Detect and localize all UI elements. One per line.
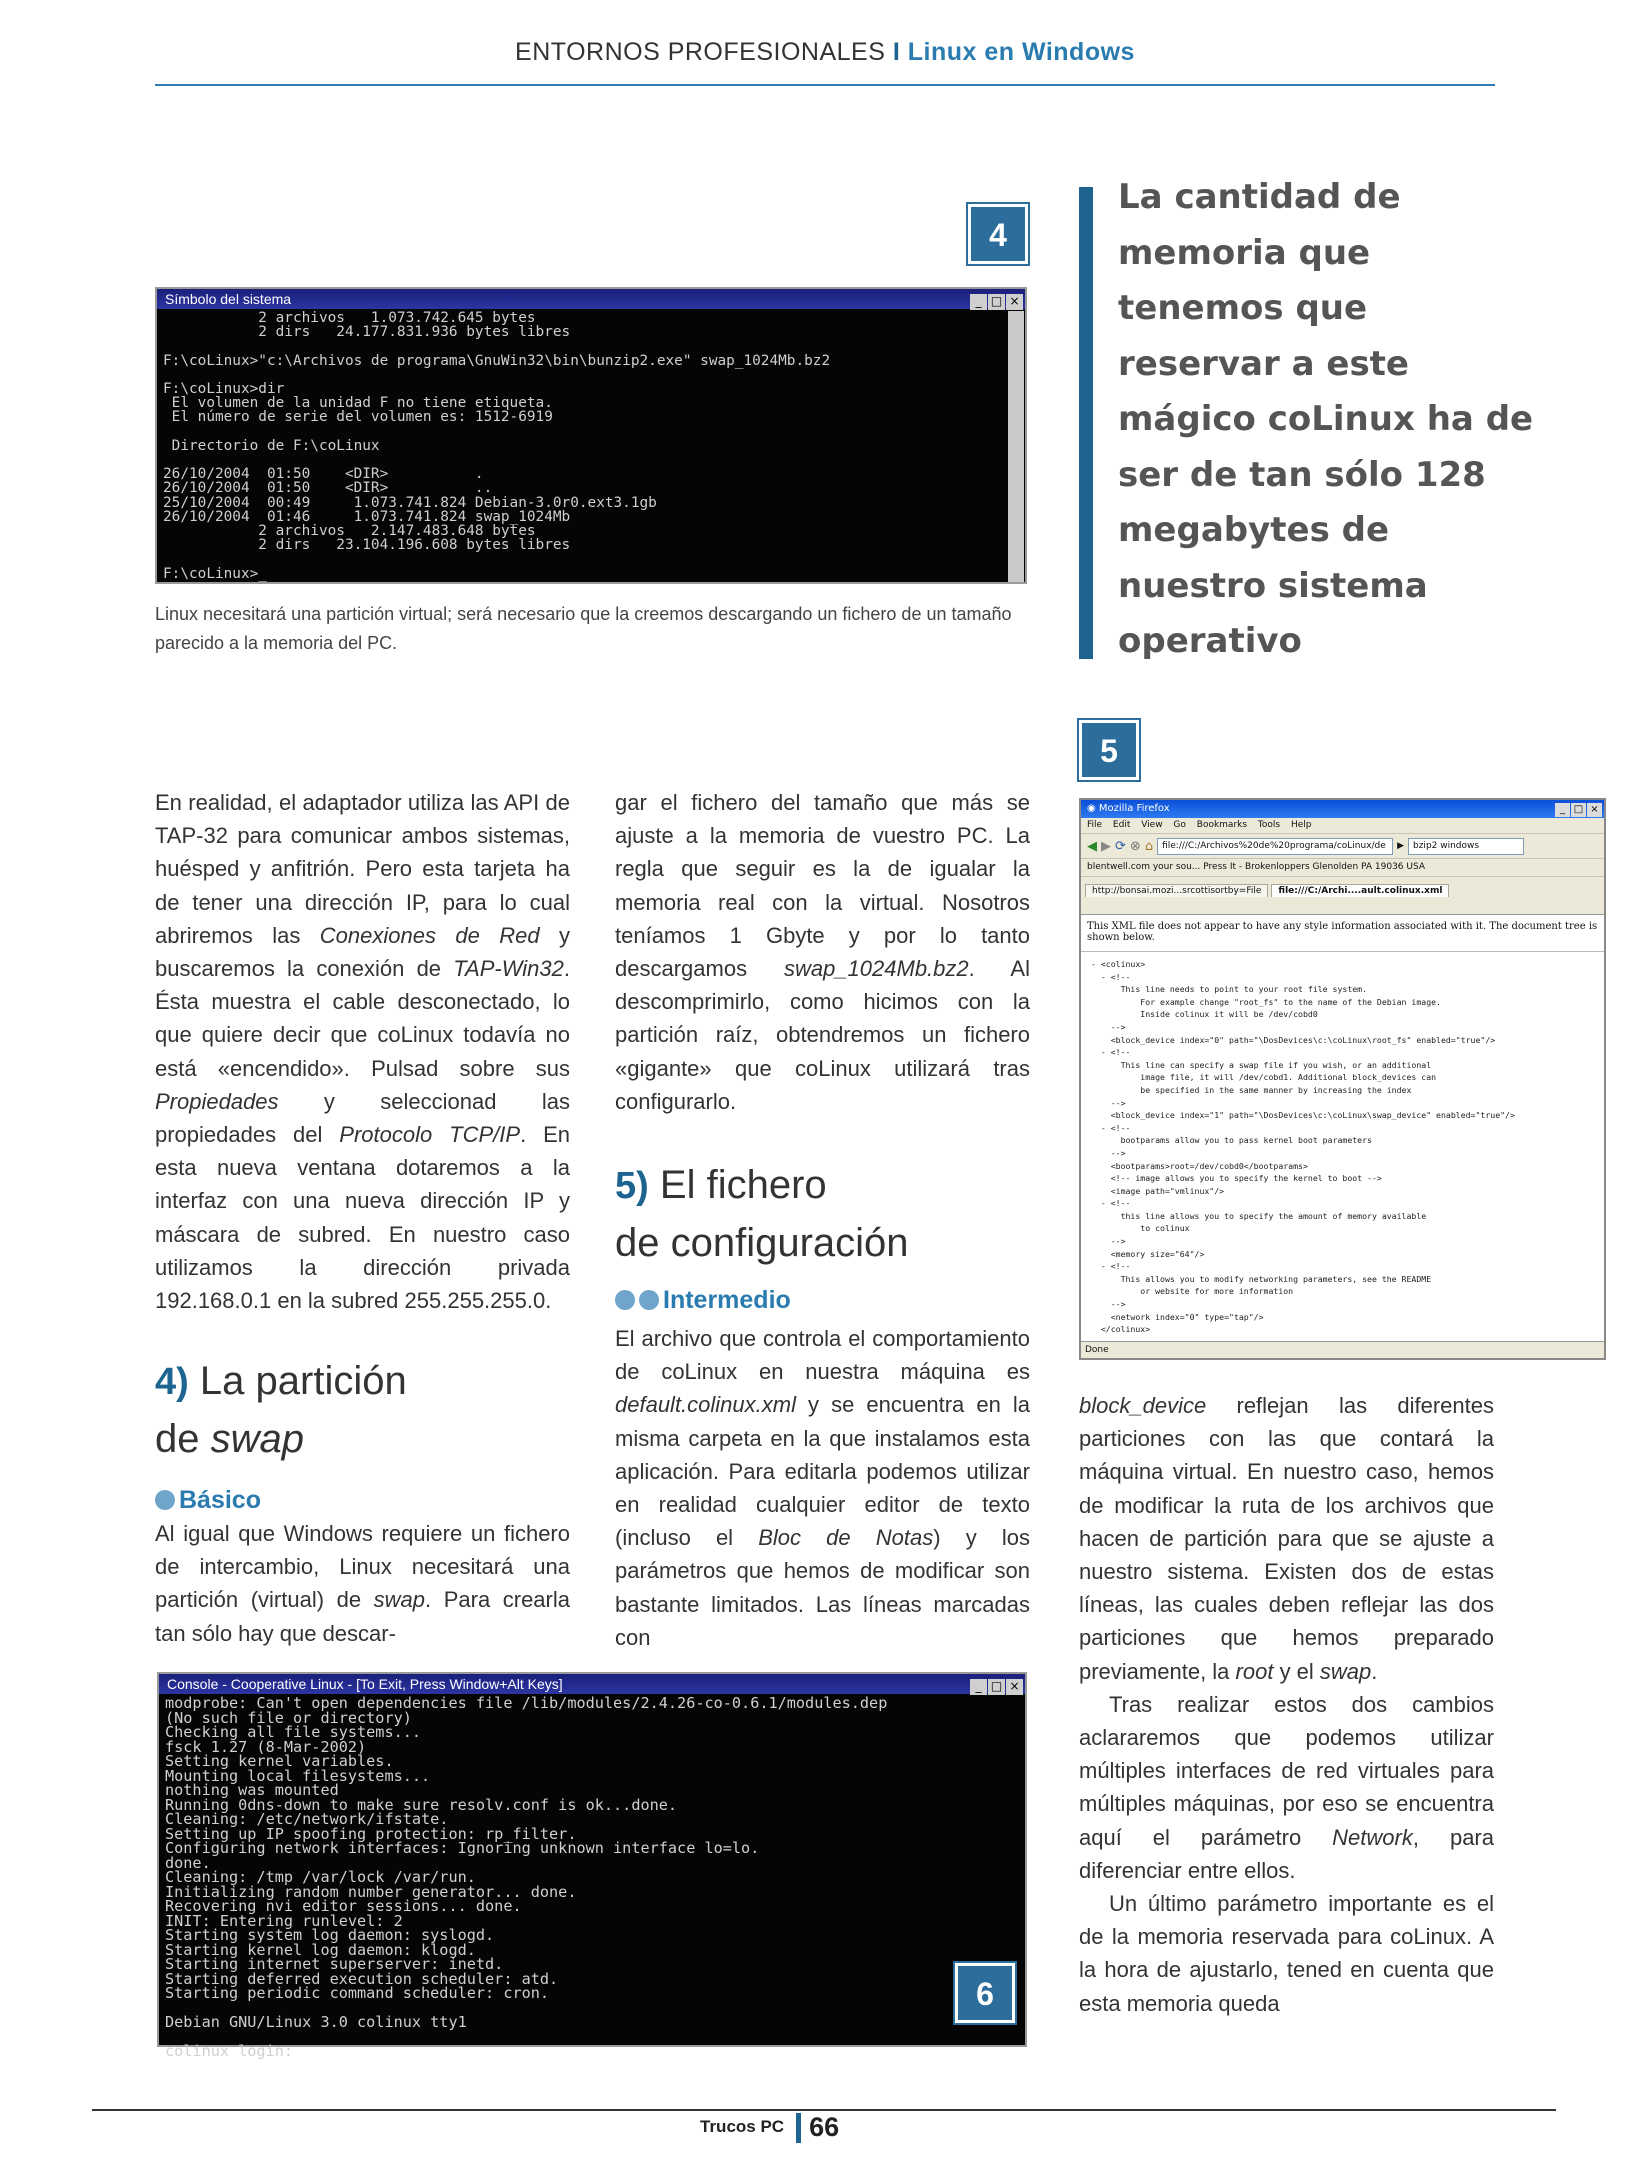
bookmarks-bar: blentwell.com your sou... Press It - Brokenloppers Glenolden PA 19036 USA (1081, 858, 1604, 876)
text: reflejan las diferentes particiones con las que contará la máquina virtual. En nuestro caso, hemos de modificar la ruta de los archivos que hacen de partición para que se ajuste a nuestro sistema. Existen dos de estas líneas, las cuales deben reflejar las dos particiones que hemos preparado previamente, la (1079, 1393, 1494, 1684)
text-italic: TAP-Win32 (453, 956, 564, 982)
minimize-icon: _ (970, 294, 987, 310)
window-title: Console - Cooperative Linux - [To Exit, Press Window+Alt Keys] (167, 1676, 563, 1692)
paragraph: Un último parámetro importante es el de la memoria reservada para coLinux. A la hora de ajustarlo, tened en cuenta que esta memoria queda (1079, 1891, 1494, 2016)
xml-style-note: This XML file does not appear to have any style information associated with it. The document tree is shown below. (1081, 915, 1604, 952)
figure-6-badge: 6 (955, 1963, 1015, 2023)
paragraph (1079, 1688, 1494, 1887)
heading-line-1: El fichero (648, 1163, 827, 1207)
back-arrow-icon: ◀ (1087, 838, 1097, 854)
level-label: Básico (179, 1486, 261, 1514)
browser-content (1081, 914, 1604, 1342)
text-italic: Bloc de Notas (758, 1525, 934, 1551)
pull-quote: La cantidad de memoria que tenemos que reservar a este mágico coLinux ha de ser de tan sólo 128 megabytes de nuestro sistema operativo (1118, 177, 1534, 661)
minimize-icon: _ (970, 1679, 987, 1695)
heading-line-2: de configuración (615, 1221, 909, 1265)
text: y buscaremos la conexión de (155, 922, 570, 982)
window-title: Símbolo del sistema (165, 291, 292, 307)
difficulty-level-intermediate (615, 1284, 791, 1317)
text: . Ésta muestra el cable desconectado, lo que quiere decir que coLinux todavía no está «encendido». Pulsad sobre sus (155, 956, 570, 1081)
text-italic: root (1235, 1658, 1274, 1684)
paragraph (155, 786, 570, 1317)
browser-menubar: File Edit View Go Bookmarks Tools Help (1087, 820, 1312, 830)
publication-name: Trucos PC (700, 2116, 785, 2136)
figure-5-firefox-window (1079, 798, 1606, 1360)
browser-statusbar: Done (1081, 1341, 1604, 1358)
terminal-output: modprobe: Can't open dependencies file /lib/modules/2.4.26-co-0.6.1/modules.dep (No such file or directory) Checking all file systems... fsck 1.27 (8-Mar-2002) Setting kernel variables. Mounting local filesystems... nothing was mounted Running 0dns-down to make sure resolv.conf is ok...done. Cleaning: /etc/network/ifstate. Setting up IP spoofing protection: rp_filter. Configuring network interfaces: Ignoring unknown interface lo=lo. done. Cleaning: /tmp /var/lock /var/run. Initializing random number generator... done. Recovering nvi editor sessions... done. INIT: Entering runlevel: 2 Starting system log daemon: syslogd. Starting kernel log daemon: klogd. Starting internet superserver: inetd. Starting deferred execution scheduler: atd. Starting periodic command scheduler: cron. Debian GNU/Linux 3.0 colinux tty1 colinux login: (165, 1694, 888, 2060)
close-icon: × (1006, 1679, 1023, 1695)
close-icon: × (1587, 803, 1602, 817)
page-number-bar (796, 2113, 801, 2143)
column-b-text (615, 786, 1030, 1118)
home-icon: ⌂ (1144, 838, 1154, 854)
text-italic: default.colinux.xml (615, 1392, 796, 1418)
level-dot-icon (615, 1290, 635, 1310)
text: , para diferenciar entre ellos. (1079, 1824, 1494, 1883)
level-label: Intermedio (663, 1286, 791, 1314)
firefox-icon: ◉ (1087, 803, 1099, 814)
text: . En esta nueva ventana dotaremos a la interfaz con una nueva dirección IP y máscara de subred. En nuestro caso utilizamos la dirección privada 192.168.0.1 en la subred 255.255.255.0. (155, 1122, 571, 1314)
page-number: 66 (809, 2112, 840, 2142)
text: . Al descomprimirlo, como hicimos con la partición raíz, obtendremos un fichero «gigante» que coLinux utilizará tras configurarlo. (615, 956, 1030, 1114)
footer-rule (92, 2109, 1556, 2111)
heading-line-1: La partición (188, 1359, 407, 1403)
stop-icon: ⊗ (1129, 838, 1141, 854)
maximize-icon: □ (1571, 803, 1586, 817)
go-icon: ▶ (1397, 841, 1404, 851)
minimize-icon: _ (1555, 803, 1570, 817)
text: y se encuentra en la misma carpeta en la que instalamos esta aplicación. Para editarla podemos utilizar en realidad cualquier editor de texto (incluso el (615, 1392, 1030, 1551)
paragraph (155, 1517, 570, 1650)
browser-toolbar (1081, 833, 1604, 858)
header-rule (155, 84, 1495, 86)
terminal-output: 2 archivos 1.073.742.645 bytes 2 dirs 24.177.831.936 bytes libres F:\coLinux>"c:\Archivos de programa\GnuWin32\bin\bunzip2.exe" swap_1024Mb.bz2 F:\coLinux>dir El volumen de la unidad F no tiene etiqueta. El número de serie del volumen es: 1512-6919 Directorio de F:\coLinux 26/10/2004 01:50 <DIR> . 26/10/2004 01:50 <DIR> .. 25/10/2004 00:49 1.073.741.824 Debian-3.0r0.ext3.1gb 26/10/2004 01:46 1.073.741.824 swap_1024Mb 2 archivos 2.147.483.648 bytes 2 dirs 23.104.196.608 bytes libres F:\coLinux>_ (163, 310, 831, 582)
close-icon: × (1006, 294, 1023, 310)
xml-document-tree: - <colinux> - <!-- This line needs to point to your root file system. For example change "root_fs" to the name of the Debian image. Inside colinux it will be /dev/cobd0 --> <block_device index="0" path="\DosDevices\c:\coLinux\root_fs" enabled="true"/> - <!-- This line can specify a swap file if you wish, or an additional image file, it will /dev/cobd1. Additional block_devices can be specified in the same manner by increasing the index --> <block_device index="1" path="\DosDevices\c:\coLinux\swap_device" enabled="true"/> - <!-- bootparams allow you to pass kernel boot parameters --> <bootparams>root=/dev/cobd0</bootparams> <!-- image allows you to specify the kernel to boot --> <image path="vmlinux"/> - <!-- this line allows you to specify the amount of memory available to colinux --> <memory size="64"/> - <!-- This allows you to modify networking parameters, see the README or website for more information --> <network index="0" type="tap"/> </colinux> (1091, 959, 1515, 1335)
text-italic: Protocolo TCP/IP (339, 1122, 521, 1148)
heading-italic: swap (210, 1417, 304, 1461)
reload-icon: ⟳ (1115, 838, 1126, 854)
text: Al igual que Windows requiere un fichero de intercambio, Linux necesitará una partición (virtual) de (155, 1521, 570, 1613)
tab-bonsai: http://bonsai.mozi...srcottisortby=File (1085, 884, 1268, 897)
text-italic: swap_1024Mb.bz2 (783, 956, 969, 982)
difficulty-level-basic (155, 1484, 261, 1517)
column-b-section-5-text (615, 1322, 1030, 1654)
section-number: 4) (155, 1361, 189, 1403)
text-italic: swap (373, 1587, 426, 1613)
browser-title: Mozilla Firefox (1098, 803, 1170, 814)
section-number: 5) (615, 1165, 649, 1207)
magazine-section: ENTORNOS PROFESIONALES (515, 38, 886, 66)
level-dot-icon (155, 1490, 175, 1510)
browser-titlebar (1081, 800, 1604, 818)
text-italic: Propiedades (155, 1088, 279, 1114)
text: Tras realizar estos dos cambios aclararemos que podemos utilizar múltiples interfaces de red virtuales para múltiples máquinas, por eso se encuentra aquí el parámetro (1079, 1691, 1494, 1850)
forward-arrow-icon: ▶ (1101, 838, 1111, 854)
column-a-intro (155, 786, 570, 1317)
maximize-icon: □ (988, 1679, 1005, 1695)
text: En realidad, el adaptador utiliza las API de TAP-32 para comunicar ambos sistemas, huésped y anfitrión. Pero esta tarjeta ha de tener una dirección IP, para lo cual abriremos las (155, 790, 570, 948)
text: . Para crearla tan sólo hay que descar- (155, 1587, 570, 1646)
text: gar el fichero del tamaño que más se ajuste a la memoria de vuestro PC. La regla que seguir es la de igualar la memoria real con la virtual. Nosotros teníamos 1 Gbyte y por lo tanto descargamos (615, 790, 1030, 982)
paragraph (615, 786, 1030, 1118)
column-c-text (1079, 1389, 1494, 2020)
scrollbar (1008, 311, 1024, 582)
text: El archivo que controla el comportamiento de coLinux en nuestra máquina es (615, 1326, 1030, 1385)
maximize-icon: □ (988, 294, 1005, 310)
level-dot-icon (639, 1290, 659, 1310)
text-italic: Network (1332, 1824, 1413, 1850)
text: . (1371, 1658, 1378, 1684)
text-italic: Conexiones de Red (319, 922, 540, 948)
text: y seleccionad las propiedades del (155, 1088, 570, 1148)
page-footer (700, 2112, 839, 2143)
search-input: bzip2 windows (1408, 838, 1524, 855)
paragraph (615, 1322, 1030, 1654)
window-titlebar (157, 289, 1025, 309)
figure-6-colinux-console-window (157, 1672, 1027, 2060)
column-a-section-4-text (155, 1517, 570, 1650)
header-separator: I (892, 38, 901, 66)
browser-tabs (1081, 876, 1604, 897)
paragraph (1079, 1389, 1494, 1688)
header-topic: Linux en Windows (907, 38, 1135, 66)
window-titlebar (159, 1674, 1025, 1694)
text-italic: swap (1319, 1658, 1372, 1684)
text: ) y los parámetros que hemos de modificar son bastante limitados. Las líneas marcadas con (615, 1525, 1030, 1650)
figure-5-badge: 5 (1079, 720, 1139, 780)
section-4-heading (155, 1353, 575, 1468)
text-italic: block_device (1079, 1393, 1207, 1418)
figure-4-command-prompt-window (155, 287, 1027, 584)
heading-line-2: de (155, 1417, 211, 1461)
text: y el (1273, 1658, 1320, 1684)
tab-colinux-xml: file:///C:/Archi....ault.colinux.xml (1271, 884, 1449, 897)
url-input: file:///C:/Archivos%20de%20programa/coLinux/de (1157, 838, 1393, 855)
running-header (155, 38, 1495, 67)
section-5-heading (615, 1157, 1035, 1272)
figure-4-caption: Linux necesitará una partición virtual; será necesario que la creemos descargando un fichero de un tamaño parecido a la memoria del PC. (155, 604, 1012, 653)
figure-4-badge: 4 (968, 204, 1028, 264)
pull-quote-bar (1079, 187, 1093, 659)
